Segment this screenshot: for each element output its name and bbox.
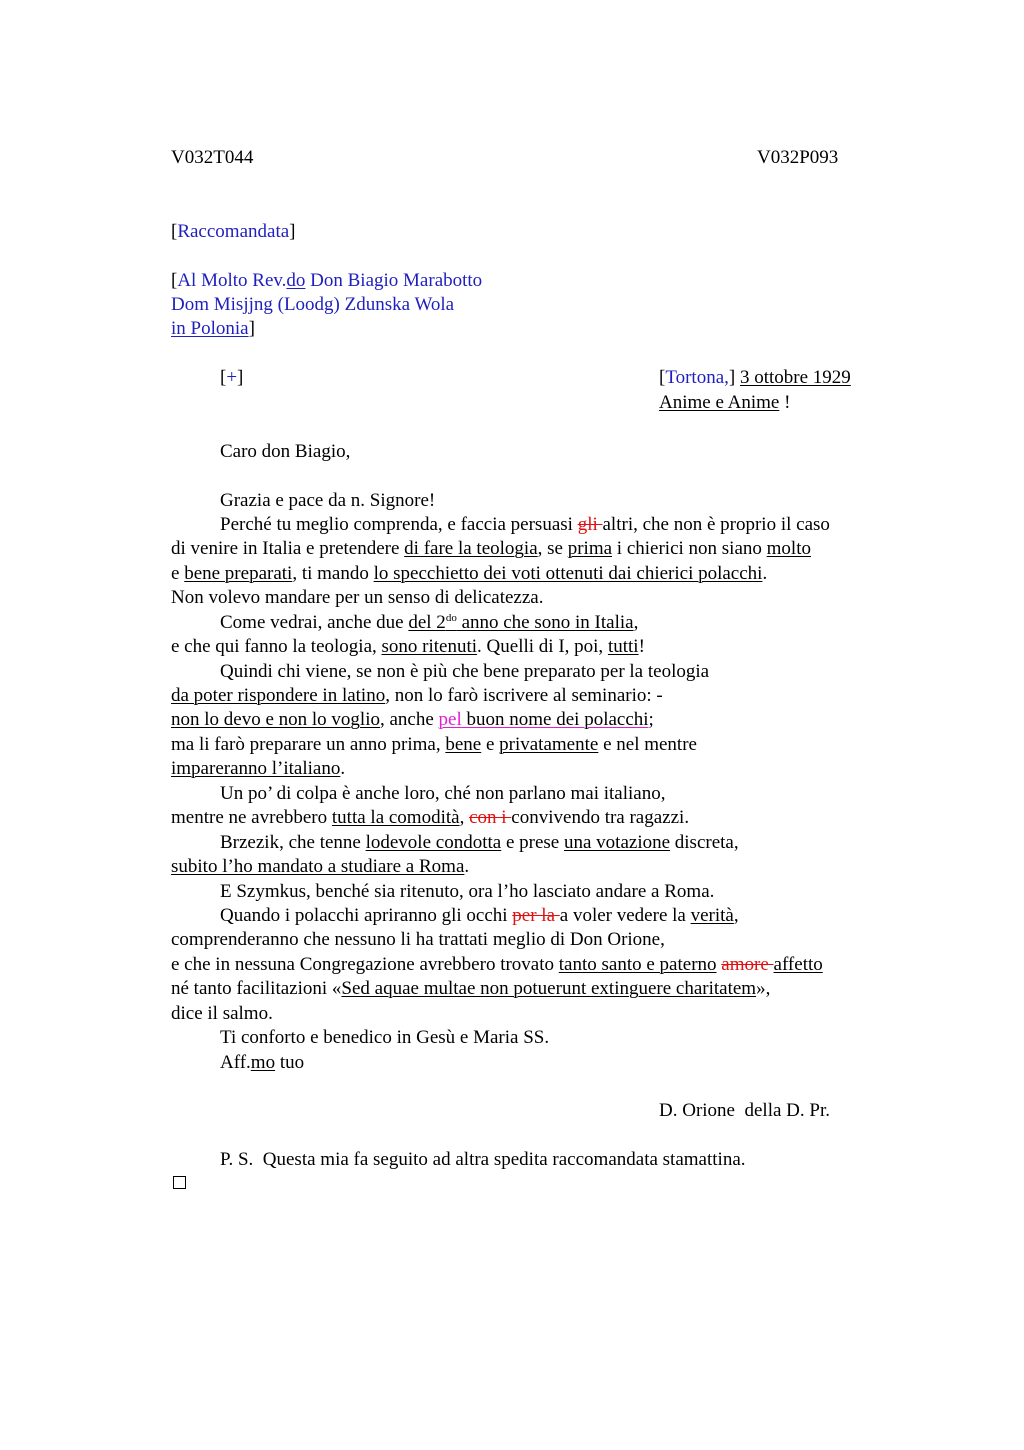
salutation: Caro don Biagio, [220, 441, 351, 462]
address-line-1: [Al Molto Rev.do Don Biagio Marabotto [171, 270, 483, 291]
document-code-right: V032P093 [757, 147, 839, 168]
body-line-21: né tanto facilitazioni «Sed aquae multae non potuerunt extinguere charitatem», [171, 978, 771, 999]
body-line-10: non lo devo e non lo voglio, anche pel buon nome dei polacchi; [171, 709, 654, 730]
body-line-16: subito l’ho mandato a studiare a Roma. [171, 856, 470, 877]
body-line-17: E Szymkus, benché sia ritenuto, ora l’ho lasciato andare a Roma. [220, 881, 715, 902]
body-line-22: dice il salmo. [171, 1003, 273, 1024]
body-line-8: Quindi chi viene, se non è più che bene preparato per la teologia [220, 661, 710, 682]
deleted-text: amore [721, 954, 774, 975]
body-line-12: impareranno l’italiano. [171, 758, 346, 779]
letter-date: 3 ottobre 1929 [739, 367, 851, 388]
closing: Aff.mo tuo [220, 1052, 305, 1073]
address-country: in Polonia [171, 318, 249, 339]
body-line-3: di venire in Italia e pretendere di fare la teologia, se prima i chierici non siano molto [171, 538, 811, 559]
address-abbrev: do [286, 270, 306, 291]
body-line-11: ma li farò preparare un anno prima, bene e privatamente e nel mentre [171, 734, 697, 755]
body-line-7: e che qui fanno la teologia, sono ritenuti. Quelli di I, poi, tutti! [171, 636, 645, 657]
deleted-text: per la [512, 905, 560, 926]
body-line-14: mentre ne avrebbero tutta la comodità, con i convivendo tra ragazzi. [171, 807, 690, 828]
body-line-13: Un po’ di colpa è anche loro, ché non parlano mai italiano, [220, 783, 666, 804]
body-line-6: Come vedrai, anche due del $2^{do}$ anno che sono in Italia, [220, 612, 639, 633]
body-line-23: Ti conforto e benedico in Gesù e Maria SS. [220, 1027, 550, 1048]
address-recipient: Don Biagio Marabotto [305, 270, 483, 291]
registered-label: Raccomandata [177, 221, 290, 242]
cross-mark: [+] [220, 367, 244, 388]
document-code-left: V032T044 [171, 147, 254, 168]
address-line-2: Dom Misjjng (Loodg) Zdunska Wola [171, 294, 455, 315]
signature: D. Orione della D. Pr. [659, 1100, 830, 1121]
motto-line: Anime e Anime ! [659, 392, 791, 413]
body-line-1: Grazia e pace da n. Signore! [220, 490, 436, 511]
date-line: [Tortona,] 3 ottobre 1929 [659, 367, 851, 388]
postscript: P. S. Questa mia fa seguito ad altra spedita raccomandata stamattina. [220, 1149, 746, 1170]
deleted-text: con i [469, 807, 512, 828]
address-salutation: Al Molto Rev. [177, 270, 287, 291]
body-line-18: Quando i polacchi apriranno gli occhi per la a voler vedere la verità, [220, 905, 739, 926]
cross-symbol: + [226, 367, 238, 388]
body-line-20: e che in nessuna Congregazione avrebbero trovato tanto santo e paterno amore affetto [171, 954, 823, 975]
place-name: Tortona, [665, 367, 729, 388]
address-line-3: in Polonia] [171, 318, 255, 339]
registered-note: [Raccomandata] [171, 221, 296, 242]
inserted-text: pel [438, 709, 462, 730]
body-line-15: Brzezik, che tenne lodevole condotta e prese una votazione discreta, [220, 832, 739, 853]
body-line-2: Perché tu meglio comprenda, e faccia persuasi gli altri, che non è proprio il caso [220, 514, 830, 535]
end-marker-box [173, 1176, 186, 1189]
deleted-text: gli [577, 514, 603, 535]
body-line-5: Non volevo mandare per un senso di delicatezza. [171, 587, 544, 608]
body-line-9: da poter rispondere in latino, non lo farò iscrivere al seminario: - [171, 685, 663, 706]
body-line-4: e bene preparati, ti mando lo specchietto dei voti ottenuti dai chierici polacchi. [171, 563, 768, 584]
body-line-19: comprenderanno che nessuno li ha trattati meglio di Don Orione, [171, 929, 665, 950]
motto: Anime e Anime [659, 392, 780, 413]
